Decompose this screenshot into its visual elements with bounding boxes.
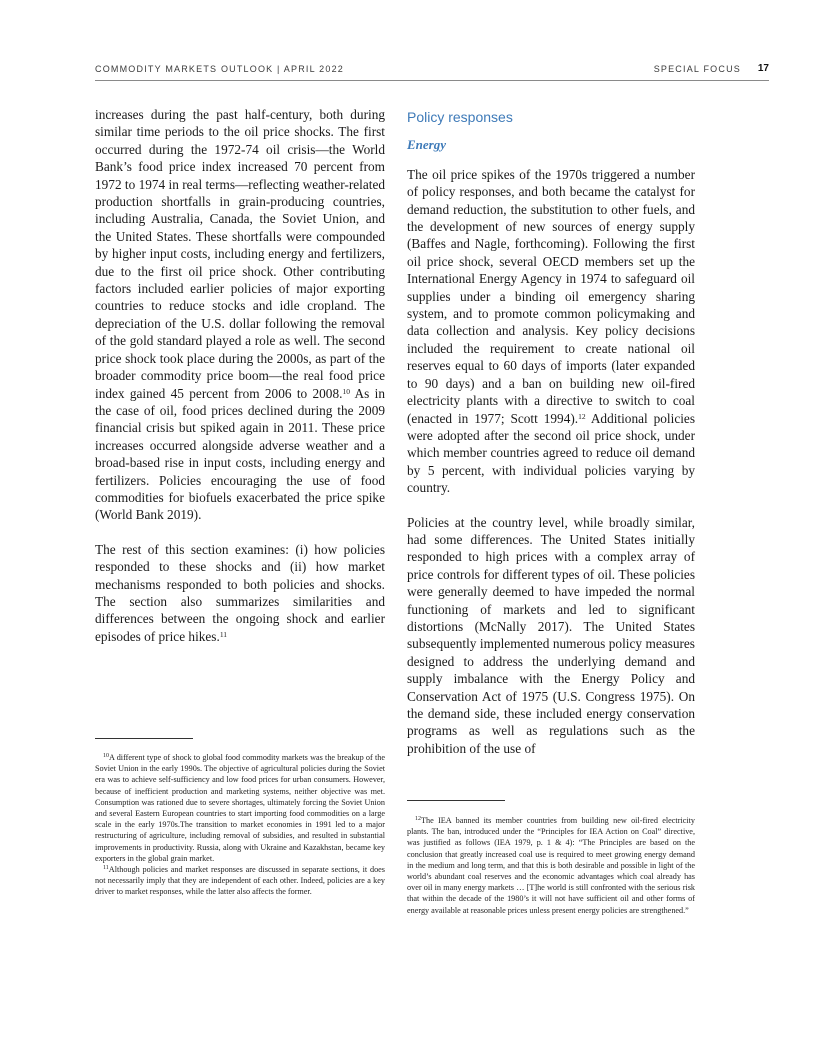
page-number: 17 xyxy=(757,63,769,74)
footnote-number: 12 xyxy=(415,816,421,822)
paragraph-text: As in the case of oil, food prices declined during the 2009 financial crisis but spiked again in 2011. These price increases occurred alongside adverse weather and a broad-based rise in input costs, including energy and fertilizers. Policies encouraging the use of food commodities for biofuels exacerbated the price spike (World Bank 2019). xyxy=(95,385,385,523)
paragraph-text: The oil price spikes of the 1970s triggered a number of policy responses, and both became the catalyst for demand reduction, the substitution to other fuels, and the development of new sources of energy supply (Baffes and Nagle, forthcoming). Following the first oil price shock, several OECD members set up the International Energy Agency in 1974 to safeguard oil supplies under a binding oil emergency sharing system, and to promote common policymaking and data collection and analysis. Key policy decisions included the requirement to create national oil reserves equal to 60 days of imports (later expanded to 90 days) and a ban on building new oil-fired electricity plants with a directive to switch to coal (enacted in 1977; Scott 1994). xyxy=(407,166,695,426)
publication-title: COMMODITY MARKETS OUTLOOK | APRIL 2022 xyxy=(95,64,344,74)
body-paragraph xyxy=(407,166,695,497)
paragraph-text: The rest of this section examines: (i) how policies responded to these shocks and (ii) how market mechanisms responded to both policies and shocks. The section also summarizes similarities and differences between the ongoing shock and earlier episodes of price hikes. xyxy=(95,541,385,644)
footnote xyxy=(407,815,695,916)
footnote-ref: 11 xyxy=(219,629,228,639)
footnotes-right xyxy=(407,815,695,916)
footnote-text: The IEA banned its member countries from building new oil-fired electricity plants. The ban, introduced under the “Principles for IEA Action on Coal” directive, was justified as follows (IEA 1979, p. 1 & 4): “The Principles are based on the conclusion that greatly increased coal use is required to meet growing energy demand in the medium and long term, and that this is both desirable and possible in light of the world’s abundant coal reserves and the economic advantages which coal already has over oil in many energy markets … [T]he world is still confronted with the serious risk that within the decade of the 1980’s it will not have sufficient oil and other forms of energy available at reasonable prices unless present energy policies are strengthened.” xyxy=(407,816,695,915)
paragraph-text: increases during the past half-century, both during similar time periods to the oil price shocks. The first occurred during the 1972-74 oil crisis—the World Bank’s food price index increased 70 percent from 1972 to 1974 in real terms—reflecting weather-related production shortfalls in grain-producing countries, including Australia, Canada, the Soviet Union, and the United States. These shortfalls were compounded by higher input costs, including energy and fertilizers, due to the first oil price shock. Other contributing factors included earlier policies of major exporting countries to reduce stocks and idle cropland. The depreciation of the U.S. dollar following the removal of the gold standard played a role as well. The second price shock took place during the 2000s, as part of the broader commodity price boom—the real food price index gained 45 percent from 2006 to 2008. xyxy=(95,107,385,401)
left-column xyxy=(95,106,385,645)
body-paragraph xyxy=(95,106,385,524)
paragraph-text: Additional policies were adopted after the second oil price shock, under which member countries agreed to reduce oil demand by 5 percent, with individual policies varying by country. xyxy=(407,410,695,496)
right-column xyxy=(407,106,695,757)
footnote-divider xyxy=(407,800,505,801)
section-label: SPECIAL FOCUS xyxy=(653,64,741,74)
paragraph-text: Policies at the country level, while broadly similar, had some differences. The United States initially responded to high prices with a complex array of price controls for different types of oil. These policies were generally deemed to have impeded the normal functioning of markets and led to significant distortions (McNally 2017). The United States subsequently implemented numerous policy measures designed to address the underlying demand and supply imbalance with the Energy Policy and Conservation Act of 1975 (U.S. Congress 1975). On the demand side, these included energy conservation programs as well as regulations such as the prohibition of the use of xyxy=(407,514,695,756)
footnote-text: A different type of shock to global food commodity markets was the breakup of the Soviet Union in the early 1990s. The objective of agricultural policies during the Soviet era was to achieve self-sufficiency and low food prices for urban consumers. However, because of inefficient production and marketing systems, neither objective was met. Consumption was rationed due to severe shortages, ultimately forcing the Soviet Union and several Eastern European countries to start importing food commodities on a large scale in the early 1970s.The transition to market economies in 1991 led to a major restructuring of agriculture, including removal of subsidies, and resulted in substantial improvements in productivity. Russia, along with Ukraine and Kazakhstan, became key exporters in the global grain market. xyxy=(95,753,385,863)
body-paragraph xyxy=(95,541,385,645)
footnote xyxy=(95,864,385,898)
footnote-text: Although policies and market responses are discussed in separate sections, it does not necessarily imply that they are independent of each other. Indeed, policies are a key driver to market responses, while the latter also affects the former. xyxy=(95,865,385,897)
body-paragraph xyxy=(407,514,695,758)
footnote-number: 10 xyxy=(103,753,109,759)
running-header xyxy=(95,64,769,78)
footnote-ref: 10 xyxy=(342,386,350,396)
footnote-ref: 12 xyxy=(578,411,586,421)
footnote xyxy=(95,752,385,864)
section-heading: Policy responses xyxy=(407,109,513,125)
footnote-divider xyxy=(95,738,193,739)
header-divider xyxy=(95,80,769,81)
footnotes-left xyxy=(95,752,385,898)
footnote-number: 11 xyxy=(103,865,109,872)
subsection-heading: Energy xyxy=(407,137,446,153)
